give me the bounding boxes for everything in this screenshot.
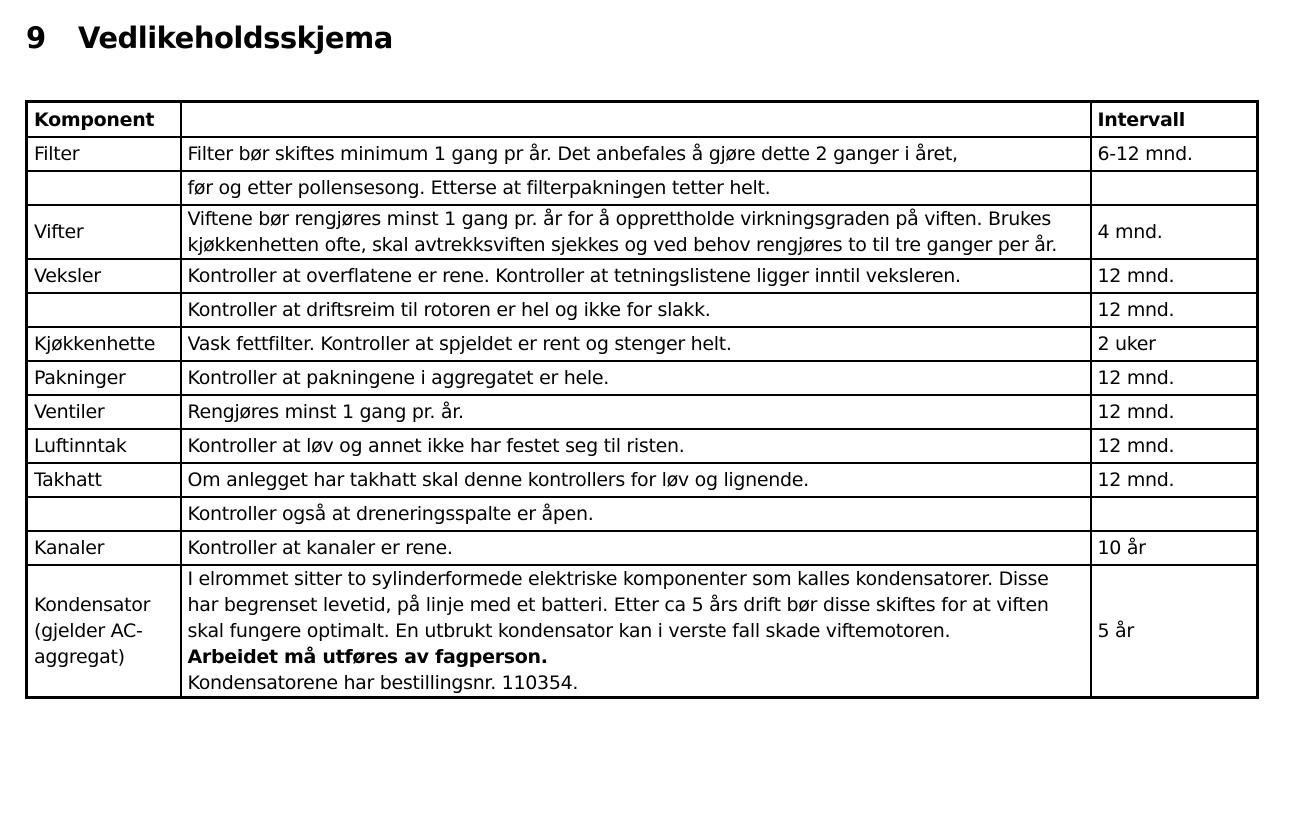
table-row (27, 361, 1258, 395)
row-component: Pakninger (27, 361, 181, 395)
row-description: Kontroller at driftsreim til rotoren er hel og ikke for slakk. (181, 293, 1091, 327)
description-line: Viftene bør rengjøres minst 1 gang pr. år for å opprettholde virkningsgraden på viften. Brukes (187, 208, 1051, 230)
section-heading (26, 16, 393, 60)
row-interval: 6-12 mnd. (1091, 137, 1258, 171)
row-description (181, 205, 1091, 259)
row-component (27, 565, 181, 698)
table-row (27, 171, 1258, 205)
table-row (27, 259, 1258, 293)
row-description: Kontroller at løv og annet ikke har festet seg til risten. (181, 429, 1091, 463)
row-description (181, 565, 1091, 698)
row-component (27, 293, 181, 327)
row-description: Kontroller at kanaler er rene. (181, 531, 1091, 565)
row-interval: 12 mnd. (1091, 259, 1258, 293)
table-row-kondensator (27, 565, 1258, 698)
header-interval: Intervall (1091, 102, 1258, 138)
table-row (27, 327, 1258, 361)
table-header-row (27, 102, 1258, 138)
table-row (27, 137, 1258, 171)
description-line: I elrommet sitter to sylinderformede elektriske komponenter som kalles kondensatorer. Disse (187, 568, 1049, 590)
row-description: Filter bør skiftes minimum 1 gang pr år. Det anbefales å gjøre dette 2 ganger i året, (181, 137, 1091, 171)
row-interval: 4 mnd. (1091, 205, 1258, 259)
row-interval: 12 mnd. (1091, 361, 1258, 395)
row-component: Ventiler (27, 395, 181, 429)
component-line: (gjelder AC- (34, 620, 143, 642)
row-interval: 12 mnd. (1091, 395, 1258, 429)
row-interval: 2 uker (1091, 327, 1258, 361)
table-row (27, 205, 1258, 259)
row-description: Kontroller at overflatene er rene. Kontroller at tetningslistene ligger inntil veksleren. (181, 259, 1091, 293)
row-component: Kjøkkenhette (27, 327, 181, 361)
row-interval: 12 mnd. (1091, 293, 1258, 327)
row-description: Vask fettfilter. Kontroller at spjeldet er rent og stenger helt. (181, 327, 1091, 361)
maintenance-table (25, 100, 1259, 699)
row-interval: 5 år (1091, 565, 1258, 698)
row-component: Luftinntak (27, 429, 181, 463)
row-component: Takhatt (27, 463, 181, 497)
header-description (181, 102, 1091, 138)
row-component (27, 497, 181, 531)
row-description: Rengjøres minst 1 gang pr. år. (181, 395, 1091, 429)
table-row (27, 395, 1258, 429)
row-component: Veksler (27, 259, 181, 293)
row-description: Om anlegget har takhatt skal denne kontrollers for løv og lignende. (181, 463, 1091, 497)
table-row (27, 463, 1258, 497)
section-number: 9 (26, 21, 46, 55)
row-component: Filter (27, 137, 181, 171)
section-title: Vedlikeholdsskjema (78, 21, 393, 55)
row-description: før og etter pollensesong. Etterse at filterpakningen tetter helt. (181, 171, 1091, 205)
description-line: skal fungere optimalt. En utbrukt kondensator kan i verste fall skade viftemotoren. (187, 620, 951, 642)
row-interval (1091, 171, 1258, 205)
warning-line: Arbeidet må utføres av fagperson. (187, 646, 548, 668)
table-row (27, 293, 1258, 327)
description-line: kjøkkenhetten ofte, skal avtrekksviften sjekkes og ved behov rengjøres to til tre ganger per år. (187, 234, 1058, 256)
header-component: Komponent (27, 102, 181, 138)
row-interval: 10 år (1091, 531, 1258, 565)
row-component: Kanaler (27, 531, 181, 565)
row-description: Kontroller også at dreneringsspalte er åpen. (181, 497, 1091, 531)
component-line: Kondensator (34, 594, 151, 616)
description-line: Kondensatorene har bestillingsnr. 110354. (187, 672, 579, 694)
row-interval: 12 mnd. (1091, 463, 1258, 497)
row-component (27, 171, 181, 205)
row-interval: 12 mnd. (1091, 429, 1258, 463)
component-line: aggregat) (34, 646, 125, 668)
row-interval (1091, 497, 1258, 531)
row-component: Vifter (27, 205, 181, 259)
table-row (27, 531, 1258, 565)
table-row (27, 429, 1258, 463)
row-description: Kontroller at pakningene i aggregatet er hele. (181, 361, 1091, 395)
description-line: har begrenset levetid, på linje med et batteri. Etter ca 5 års drift bør disse skiftes for at viften (187, 594, 1049, 616)
table-row (27, 497, 1258, 531)
